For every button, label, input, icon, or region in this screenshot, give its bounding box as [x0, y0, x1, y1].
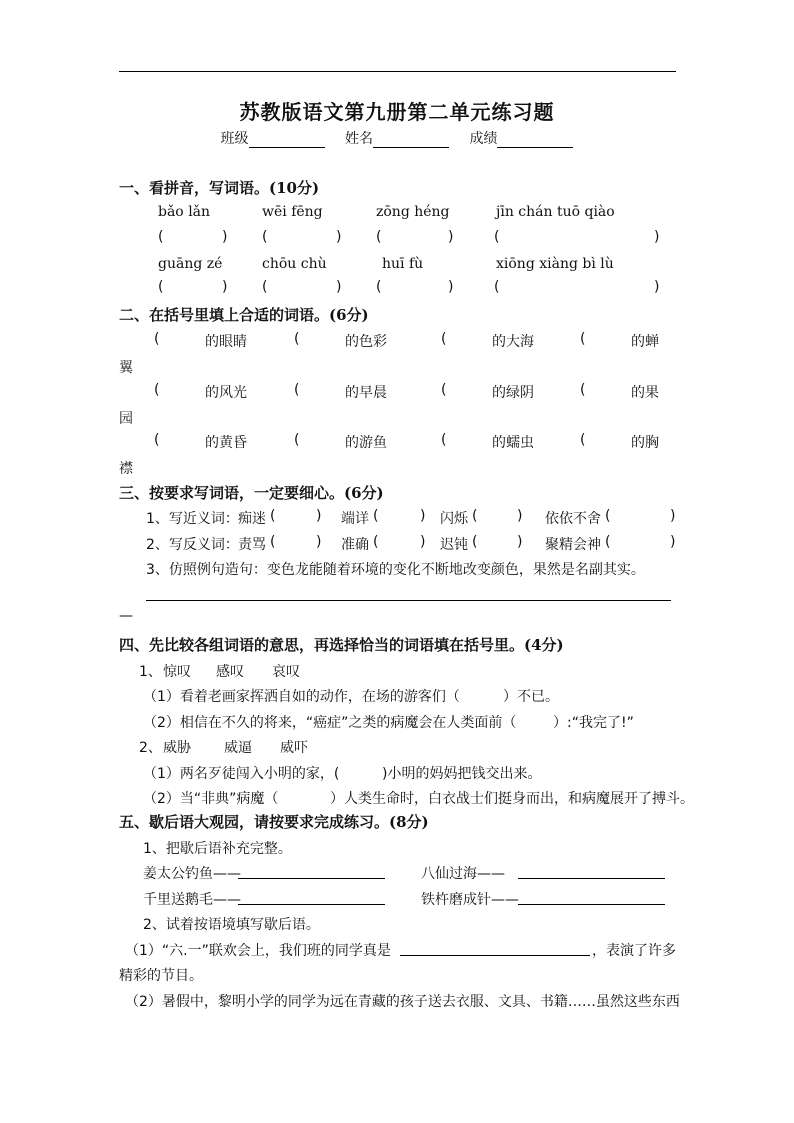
fill-paren[interactable]: ( — [441, 432, 447, 448]
idiom-prompt: 千里送鹅毛—— — [143, 892, 241, 908]
fill-paren[interactable]: ( — [441, 331, 447, 347]
fill-word: 的蝉 — [631, 334, 659, 350]
name-label: 姓名 — [345, 131, 373, 147]
pinyin-item: xiōng xiàng bì lù — [496, 256, 614, 272]
answer-paren-close: ) — [222, 229, 228, 245]
answer-paren-close: ) — [448, 229, 454, 245]
pinyin-item: huī fù — [382, 256, 424, 272]
answer-paren-close: ) — [336, 229, 342, 245]
sentence-part: ）:“我完了!” — [553, 715, 634, 731]
synonym-word: 痴迷 — [238, 511, 266, 527]
word-choice: 哀叹 — [272, 664, 300, 680]
fill-word-wrap: 襟 — [119, 461, 133, 477]
idiom-prompt: 姜太公钓鱼—— — [143, 866, 241, 882]
synonym-word: 依依不舍 — [545, 511, 601, 527]
fill-word: 的绿阴 — [492, 385, 534, 401]
header-rule — [119, 71, 676, 72]
name-blank[interactable] — [373, 133, 449, 148]
answer-paren-close: ) — [316, 534, 322, 550]
answer-paren-open[interactable]: ( — [373, 534, 379, 550]
fill-word: 的果 — [631, 385, 659, 401]
answer-paren-close: ) — [670, 534, 676, 550]
sentence-answer-line[interactable] — [146, 600, 671, 601]
sentence-part: （2）相信在不久的将来，“癌症”之类的病魔会在人类面前（ — [143, 715, 517, 731]
answer-paren-open[interactable]: ( — [373, 508, 379, 524]
context-answer-line[interactable] — [400, 955, 590, 956]
fill-word-wrap: 翼 — [119, 360, 133, 376]
student-info-row — [0, 128, 794, 148]
sentence-part: （1）看着老画家挥洒自如的动作，在场的游客们（ — [143, 689, 460, 705]
fill-paren[interactable]: ( — [580, 432, 586, 448]
synonym-word: 闪烁 — [440, 511, 468, 527]
antonym-word: 责骂 — [238, 537, 266, 553]
class-label: 班级 — [220, 131, 249, 147]
fill-word: 的风光 — [205, 385, 247, 401]
answer-paren-close: ) — [316, 508, 322, 524]
synonym-label: 1、写近义词： — [146, 511, 239, 527]
fill-paren[interactable]: ( — [294, 382, 300, 398]
fill-word: 的色彩 — [345, 334, 387, 350]
answer-paren-open[interactable]: ( — [158, 279, 164, 295]
fill-paren[interactable]: ( — [294, 331, 300, 347]
answer-paren-open[interactable]: ( — [605, 508, 611, 524]
context-question: （1）“六.一”联欢会上，我们班的同学真是 — [125, 943, 391, 959]
sentence-part: ）人类生命时，白衣战士们挺身而出，和病魔展开了搏斗。 — [330, 791, 694, 807]
fill-word: 的大海 — [492, 334, 534, 350]
sentence-part: ）不已。 — [503, 689, 559, 705]
context-question: （2）暑假中，黎明小学的同学为远在青藏的孩子送去衣服、文具、书籍……虽然这些东西 — [125, 994, 680, 1010]
sentence-part: （2）当“非典”病魔（ — [143, 791, 279, 807]
answer-paren-open[interactable]: ( — [472, 534, 478, 550]
sentence-part: )小明的妈妈把钱交出来。 — [382, 766, 542, 782]
idiom-prompt: 铁杵磨成针—— — [421, 892, 519, 908]
page-title: 苏教版语文第九册第二单元练习题 — [239, 100, 555, 124]
idiom-answer-line[interactable] — [518, 878, 665, 879]
fill-paren[interactable]: ( — [154, 432, 160, 448]
answer-paren-close: ) — [670, 508, 676, 524]
sentence-part: （1）两名歹徒闯入小明的家，( — [143, 766, 340, 782]
pinyin-item: guāng zé — [158, 256, 223, 272]
fill-paren[interactable]: ( — [154, 331, 160, 347]
answer-paren-close: ) — [420, 508, 426, 524]
answer-paren-close: ) — [222, 279, 228, 295]
fill-word: 的胸 — [631, 435, 659, 451]
answer-paren-open[interactable]: ( — [376, 279, 382, 295]
answer-paren-close: ) — [517, 534, 523, 550]
section-3-heading: 三、按要求写词语，一定要细心。(6分) — [119, 484, 384, 502]
answer-paren-open[interactable]: ( — [270, 508, 276, 524]
antonym-word: 准确 — [341, 537, 369, 553]
answer-paren-open[interactable]: ( — [472, 508, 478, 524]
context-question: ，表演了许多 — [592, 943, 676, 959]
idiom-answer-line[interactable] — [518, 904, 665, 905]
pinyin-item: chōu chù — [262, 256, 327, 272]
score-blank[interactable] — [497, 133, 573, 148]
idiom-prompt: 八仙过海—— — [421, 866, 505, 882]
section-1-heading: 一、看拼音，写词语。(10分) — [119, 179, 320, 197]
answer-paren-close: ) — [420, 534, 426, 550]
answer-paren-open[interactable]: ( — [494, 229, 500, 245]
section-5-heading: 五、歇后语大观园，请按要求完成练习。(8分) — [119, 813, 429, 831]
word-choice: 惊叹 — [163, 664, 191, 680]
antonym-word: 迟钝 — [440, 537, 468, 553]
answer-paren-close: ) — [336, 279, 342, 295]
sentence-prompt: 3、仿照例句造句：变色龙能随着环境的变化不断地改变颜色，果然是名副其实。 — [146, 562, 645, 578]
word-choice: 威胁 — [163, 740, 191, 756]
name-field[interactable] — [345, 128, 449, 148]
exercise-instruction: 1、把歇后语补充完整。 — [143, 841, 292, 857]
idiom-answer-line[interactable] — [238, 904, 385, 905]
fill-word-wrap: 园 — [119, 411, 133, 427]
word-choice: 威吓 — [280, 740, 308, 756]
dash-mark: — — [119, 608, 133, 624]
fill-word: 的眼睛 — [205, 334, 247, 350]
antonym-word: 聚精会神 — [545, 537, 601, 553]
score-field[interactable] — [469, 128, 573, 148]
answer-paren-open[interactable]: ( — [605, 534, 611, 550]
fill-paren[interactable]: ( — [580, 382, 586, 398]
pinyin-item: bǎo lǎn — [158, 204, 211, 220]
answer-paren-close: ) — [654, 279, 660, 295]
idiom-answer-line[interactable] — [238, 878, 385, 879]
answer-paren-open[interactable]: ( — [262, 279, 268, 295]
word-choice: 威逼 — [224, 740, 252, 756]
antonym-label: 2、写反义词： — [146, 537, 239, 553]
exercise-instruction: 2、试着按语境填写歇后语。 — [143, 917, 320, 933]
class-blank[interactable] — [249, 133, 325, 148]
answer-paren-close: ) — [517, 508, 523, 524]
fill-paren[interactable]: ( — [294, 432, 300, 448]
score-label: 成绩 — [469, 131, 498, 147]
answer-paren-open[interactable]: ( — [494, 279, 500, 295]
context-question: 精彩的节目。 — [119, 968, 203, 984]
section-4-heading: 四、先比较各组词语的意思，再选择恰当的词语填在括号里。(4分) — [119, 636, 564, 654]
fill-word: 的早晨 — [345, 385, 387, 401]
answer-paren-open[interactable]: ( — [262, 229, 268, 245]
pinyin-item: wēi fēng — [262, 204, 323, 220]
answer-paren-close: ) — [448, 279, 454, 295]
answer-paren-open[interactable]: ( — [270, 534, 276, 550]
section-2-heading: 二、在括号里填上合适的词语。(6分) — [119, 306, 369, 324]
class-field[interactable] — [221, 128, 325, 148]
word-group-label: 1、 — [139, 664, 162, 680]
word-choice: 感叹 — [216, 664, 244, 680]
answer-paren-open[interactable]: ( — [158, 229, 164, 245]
answer-paren-open[interactable]: ( — [376, 229, 382, 245]
fill-word: 的黄昏 — [205, 435, 247, 451]
fill-paren[interactable]: ( — [154, 382, 160, 398]
pinyin-item: zōng héng — [376, 204, 450, 220]
fill-word: 的游鱼 — [345, 435, 387, 451]
fill-paren[interactable]: ( — [580, 331, 586, 347]
synonym-word: 端详 — [341, 511, 369, 527]
fill-paren[interactable]: ( — [441, 382, 447, 398]
fill-word: 的蠕虫 — [492, 435, 534, 451]
pinyin-item: jīn chán tuō qiào — [496, 204, 615, 220]
answer-paren-close: ) — [654, 229, 660, 245]
word-group-label: 2、 — [139, 740, 162, 756]
